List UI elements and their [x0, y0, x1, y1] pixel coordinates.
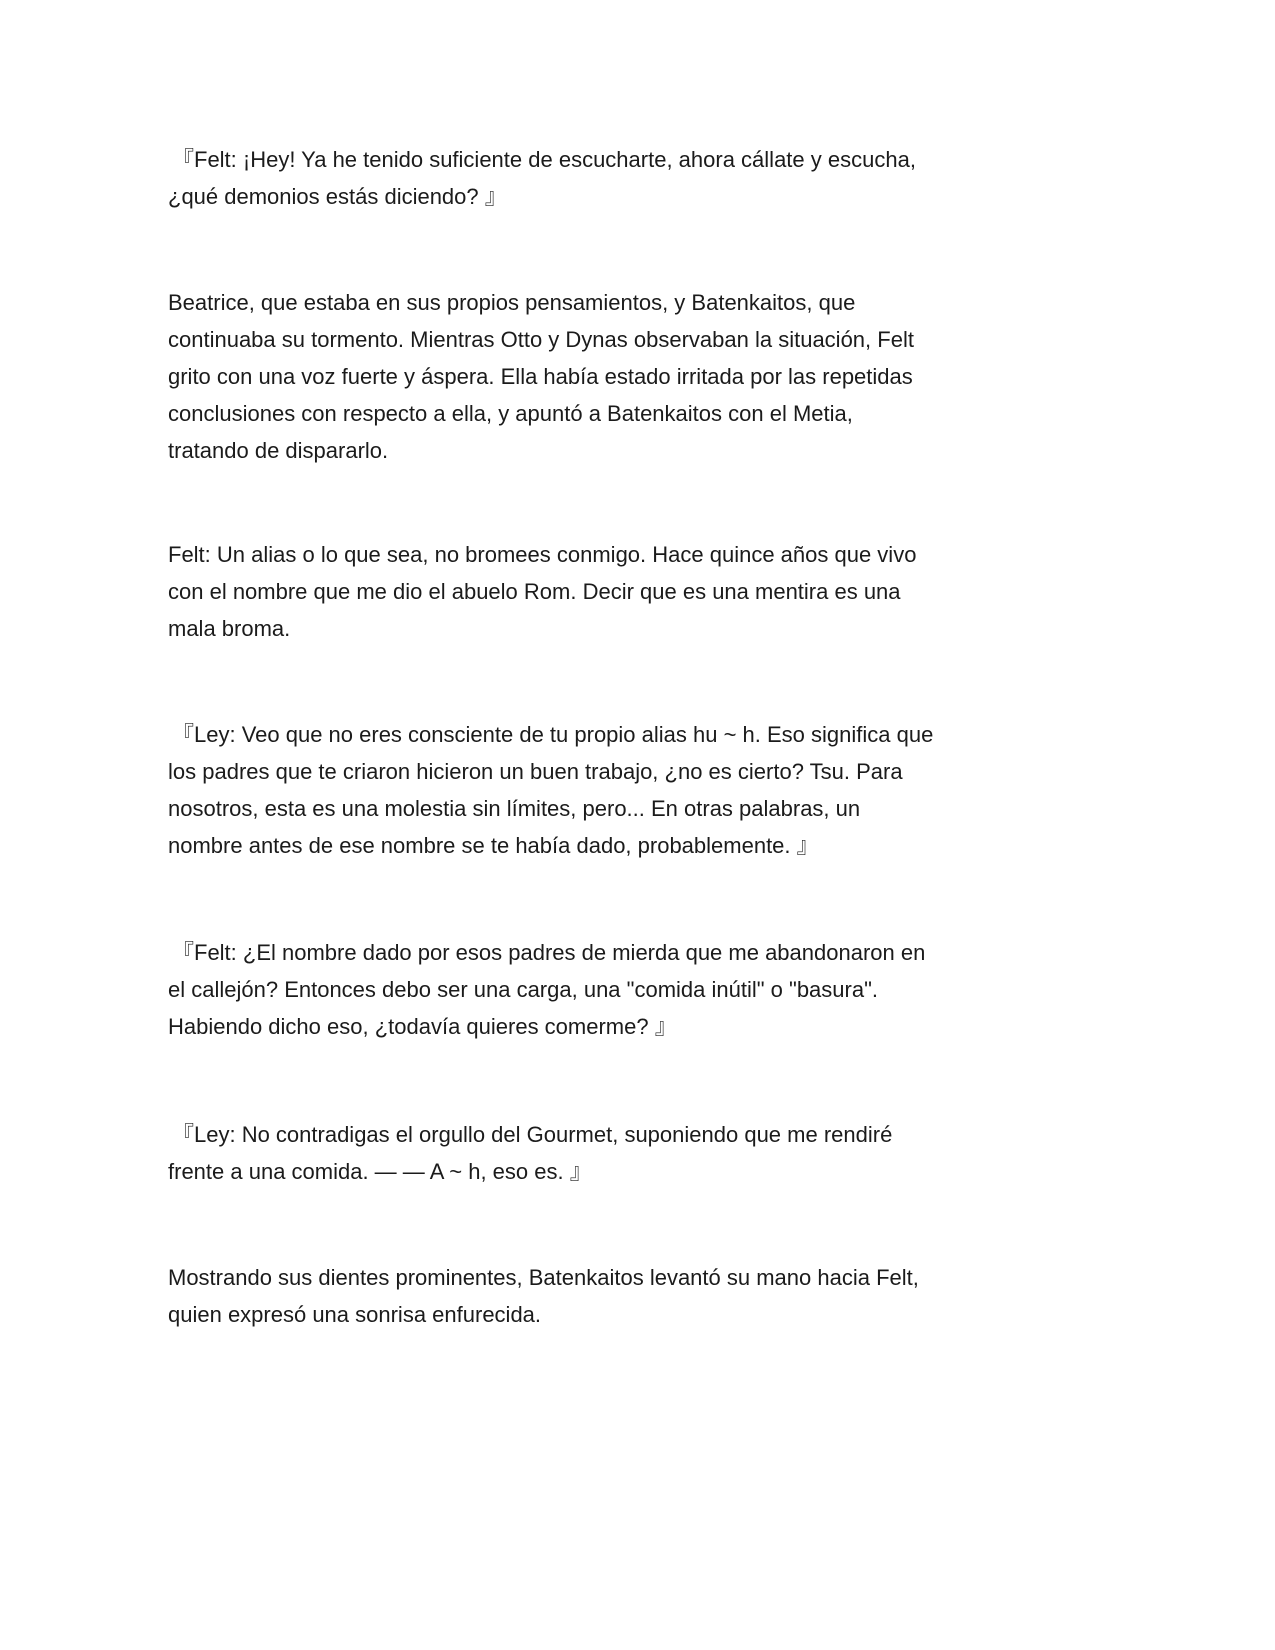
text-line: frente a una comida. — — A ~ h, eso es. 』 — [168, 1159, 592, 1184]
text-line: ¿qué demonios estás diciendo? 』 — [168, 184, 507, 209]
text-line: grito con una voz fuerte y áspera. Ella había estado irritada por las repetidas — [168, 364, 913, 389]
text-line: 『Ley: No contradigas el orgullo del Gourmet, suponiendo que me rendiré — [172, 1122, 893, 1147]
text-line: Habiendo dicho eso, ¿todavía quieres comerme? 』 — [168, 1014, 677, 1039]
text-line: nombre antes de ese nombre se te había dado, probablemente. 』 — [168, 833, 819, 858]
text-line: Beatrice, que estaba en sus propios pensamientos, y Batenkaitos, que — [168, 290, 856, 315]
text-line: Mostrando sus dientes prominentes, Batenkaitos levantó su mano hacia Felt, — [168, 1265, 919, 1290]
paragraph-felt-dialogue-hey — [168, 141, 1168, 215]
text-line: con el nombre que me dio el abuelo Rom. Decir que es una mentira es una — [168, 579, 901, 604]
paragraph-narration-beatrice — [168, 284, 1168, 469]
text-line: los padres que te criaron hicieron un buen trabajo, ¿no es cierto? Tsu. Para — [168, 759, 903, 784]
paragraph-felt-dialogue-parents — [168, 934, 1168, 1045]
text-line: el callejón? Entonces debo ser una carga, una "comida inútil" o "basura". — [168, 977, 879, 1002]
paragraph-ley-dialogue-alias — [168, 716, 1168, 864]
text-line: 『Felt: ¡Hey! Ya he tenido suficiente de escucharte, ahora cállate y escucha, — [172, 147, 916, 172]
text-line: quien expresó una sonrisa enfurecida. — [168, 1302, 542, 1327]
text-line: mala broma. — [168, 616, 291, 641]
paragraph-ley-dialogue-gourmet — [168, 1116, 1168, 1190]
paragraph-narration-batenkaitos — [168, 1259, 1168, 1333]
text-line: tratando de dispararlo. — [168, 438, 389, 463]
text-line: Felt: Un alias o lo que sea, no bromees conmigo. Hace quince años que vivo — [168, 542, 917, 567]
text-line: conclusiones con respecto a ella, y apuntó a Batenkaitos con el Metia, — [168, 401, 853, 426]
text-line: 『Ley: Veo que no eres consciente de tu propio alias hu ~ h. Eso significa que — [172, 722, 934, 747]
text-line: 『Felt: ¿El nombre dado por esos padres de mierda que me abandonaron en — [172, 940, 926, 965]
paragraph-felt-alias — [168, 536, 1168, 647]
text-line: continuaba su tormento. Mientras Otto y Dynas observaban la situación, Felt — [168, 327, 914, 352]
text-line: nosotros, esta es una molestia sin límites, pero... En otras palabras, un — [168, 796, 861, 821]
